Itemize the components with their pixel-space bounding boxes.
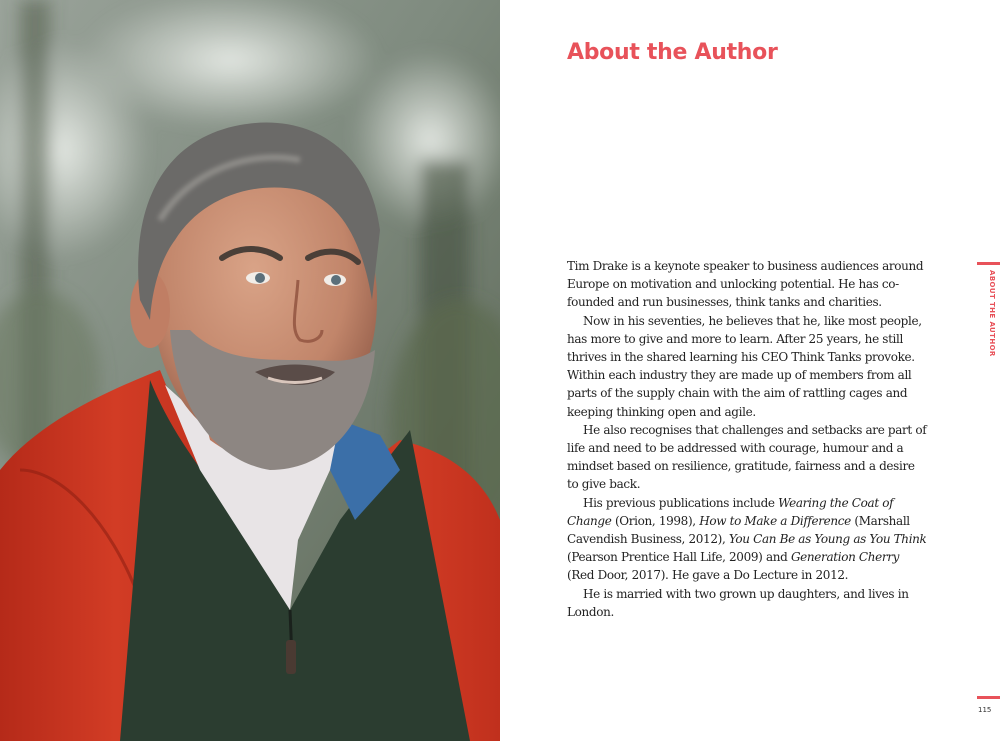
page-number: 115 [978, 706, 992, 714]
book-title-3: You Can Be as Young as You Think [728, 532, 927, 547]
book-title-1: Wearing the Coat of Change [567, 495, 894, 528]
text-page [500, 0, 1000, 741]
section-tab-marker [977, 262, 1000, 265]
author-bio [567, 257, 929, 621]
bio-p4-text-4: (Pearson Prentice Hall Life, 2009) and [567, 550, 791, 565]
page-title: About the Author [567, 40, 778, 65]
book-title-4: Generation Cherry [790, 550, 900, 565]
bio-p4-text-1: His previous publications include [583, 495, 779, 510]
bio-paragraph-4 [567, 494, 929, 585]
bio-paragraph-2: Now in his seventies, he believes that he, like most people, has more to give and more to learn. After 25 years, he still thrives in the shared learning his CEO Think Tanks provoke. Within each industry they are made up of members from all parts of the supply chain with the aim of rattling cages and keeping thinking open and agile. [567, 313, 922, 419]
bio-paragraph-1: Tim Drake is a keynote speaker to business audiences around Europe on motivation and unlocking potential. He has co-founded and run businesses, think tanks and charities. [567, 259, 924, 310]
bio-p4-text-2: (Orion, 1998), [611, 513, 700, 528]
book-title-2: How to Make a Difference [699, 513, 851, 528]
bio-paragraph-5: He is married with two grown up daughters, and lives in London. [567, 586, 909, 619]
bio-p4-text-3: (Marshall Cavendish Business, 2012), [567, 513, 910, 547]
bio-paragraph-3: He also recognises that challenges and setbacks are part of life and need to be addressed with courage, humour and a mindset based on resilience, gratitude, fairness and a desire to give back. [567, 422, 927, 492]
folio-rule [977, 696, 1000, 699]
section-side-label: ABOUT THE AUTHOR [988, 270, 996, 357]
bio-p4-text-5: (Red Door, 2017). He gave a Do Lecture in 2012. [567, 568, 849, 583]
